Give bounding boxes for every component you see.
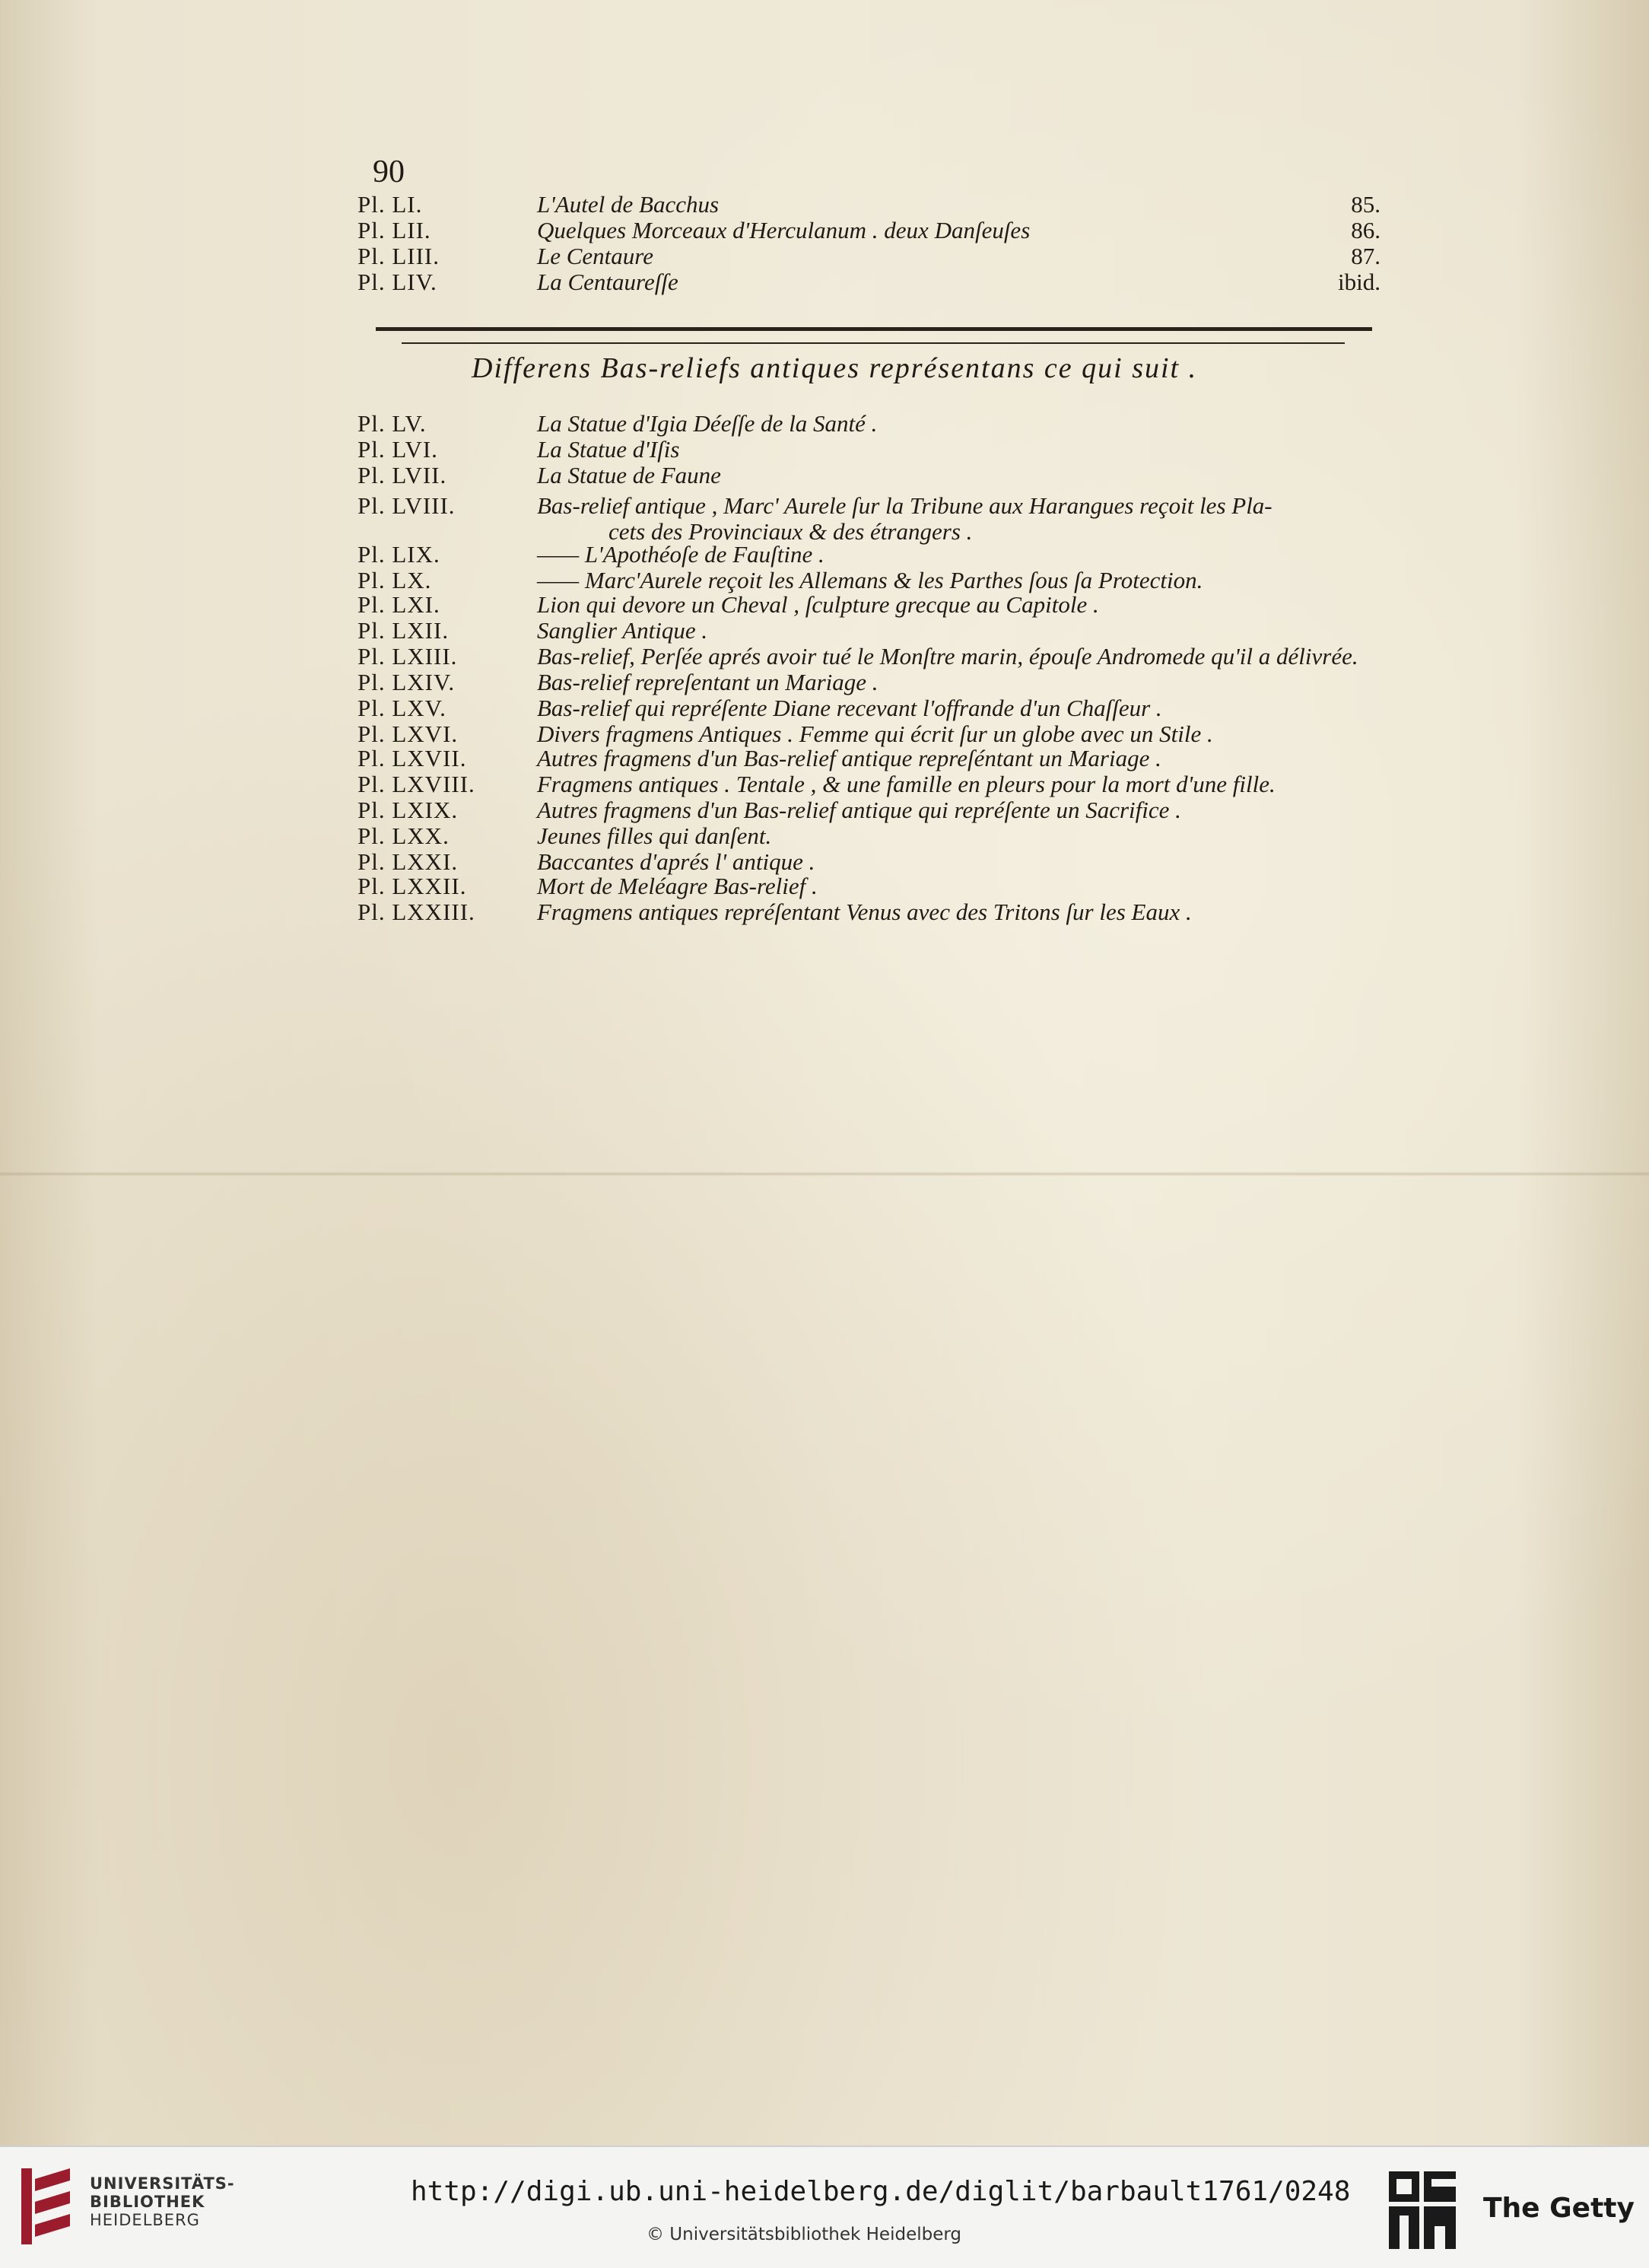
- plate-number: Pl. LXII.: [357, 617, 450, 644]
- plate-title: La Centaureſſe: [537, 269, 678, 295]
- plate-number: Pl. LXI.: [357, 591, 440, 618]
- library-name: [90, 2174, 235, 2229]
- plate-number: Pl. LXVII.: [357, 745, 467, 771]
- plate-title: Mort de Meléagre Bas-relief .: [537, 873, 818, 899]
- plate-number: Pl. LXV.: [357, 695, 446, 721]
- plate-number: Pl. LXVIII.: [357, 771, 475, 797]
- getty-name: The Getty: [1483, 2193, 1635, 2224]
- plate-title: Bas-relief antique , Marc' Aurele ſur la Tribune aux Harangues reçoit les Pla-: [537, 492, 1272, 519]
- plate-number: Pl. LXXII.: [357, 873, 467, 899]
- viewer-footer: [0, 2146, 1649, 2268]
- plate-number: Pl. LIX.: [357, 541, 440, 568]
- plate-title: Fragmens antiques repréſentant Venus avec des Tritons ſur les Eaux .: [537, 899, 1192, 925]
- plate-title: La Statue de Faune: [537, 462, 721, 488]
- getty-logo: [1386, 2168, 1459, 2254]
- plate-number: Pl. LX.: [357, 567, 432, 593]
- plate-number: Pl. LVII.: [357, 462, 447, 488]
- plate-number: Pl. LXXI.: [357, 848, 459, 875]
- plate-title: Lion qui devore un Cheval , ſculpture grecque au Capitole .: [537, 591, 1099, 618]
- plate-title: L'Autel de Bacchus: [537, 191, 720, 218]
- plate-title: Jeunes filles qui danſent.: [537, 822, 772, 849]
- plate-title: La Statue d'Igia Déeſſe de la Santé .: [537, 410, 878, 437]
- plate-title: —— L'Apothéoſe de Fauſtine .: [537, 541, 824, 568]
- plate-number: Pl. LXXIII.: [357, 899, 475, 925]
- copyright-notice: © Universitätsbibliothek Heidelberg: [647, 2225, 962, 2244]
- plate-title: Autres fragmens d'un Bas-relief antique qui repréſente un Sacrifice .: [537, 797, 1181, 823]
- page-number: 90: [373, 154, 405, 189]
- plate-title: —— Marc'Aurele reçoit les Allemans & les Parthes ſous ſa Protection.: [537, 567, 1203, 593]
- plate-title: Divers fragmens Antiques . Femme qui écrit ſur un globe avec un Stile .: [537, 720, 1213, 747]
- plate-number: Pl. LIII.: [357, 243, 440, 269]
- plate-number: Pl. LXIX.: [357, 797, 459, 823]
- entry-continuation: cets des Provinciaux & des étrangers .: [608, 518, 973, 545]
- plate-title: Bas-relief repreſentant un Mariage .: [537, 669, 879, 695]
- page-reference: 86.: [1351, 217, 1381, 243]
- plate-title: Bas-relief, Perſée aprés avoir tué le Monſtre marin, épouſe Andromede qu'il a délivrée.: [537, 643, 1358, 670]
- plate-number: Pl. LXIV.: [357, 669, 456, 695]
- page-reference: 87.: [1351, 243, 1381, 269]
- plate-number: Pl. LIV.: [357, 269, 437, 295]
- page-reference: ibid.: [1338, 269, 1381, 295]
- plate-title: La Statue d'Iſis: [537, 436, 680, 463]
- university-library-logo: [17, 2164, 78, 2249]
- plate-number: Pl. LVI.: [357, 436, 438, 463]
- library-name-line: UNIVERSITÄTS-: [90, 2174, 235, 2193]
- plate-title: Le Centaure: [537, 243, 653, 269]
- plate-title: Quelques Morceaux d'Herculanum . deux Danſeuſes: [537, 217, 1031, 243]
- plate-number: Pl. LV.: [357, 410, 427, 437]
- plate-number: Pl. LII.: [357, 217, 431, 243]
- permalink-url[interactable]: http://digi.ub.uni-heidelberg.de/diglit/barbault1761/0248: [411, 2176, 1351, 2207]
- plate-title: Fragmens antiques . Tentale , & une famille en pleurs pour la mort d'une fille.: [537, 771, 1276, 797]
- plate-number: Pl. LI.: [357, 191, 423, 218]
- page-reference: 85.: [1351, 191, 1381, 218]
- double-rule-thin: [402, 342, 1345, 344]
- section-heading: Differens Bas-reliefs antiques représentans ce qui suit .: [472, 352, 1198, 384]
- plate-title: Baccantes d'aprés l' antique .: [537, 848, 815, 875]
- plate-number: Pl. LXVI.: [357, 720, 459, 747]
- plate-title: Bas-relief qui repréſente Diane recevant l'offrande d'un Chaſſeur .: [537, 695, 1162, 721]
- plate-title: Sanglier Antique .: [537, 617, 708, 644]
- double-rule-thick: [376, 327, 1372, 331]
- library-name-line: BIBLIOTHEK: [90, 2193, 205, 2211]
- plate-number: Pl. LXIII.: [357, 643, 458, 670]
- library-name-line: HEIDELBERG: [90, 2211, 200, 2229]
- page-fold-shadow: [0, 1172, 1649, 1176]
- plate-number: Pl. LVIII.: [357, 492, 456, 519]
- plate-title: Autres fragmens d'un Bas-relief antique repreſéntant un Mariage .: [537, 745, 1161, 771]
- plate-number: Pl. LXX.: [357, 822, 450, 849]
